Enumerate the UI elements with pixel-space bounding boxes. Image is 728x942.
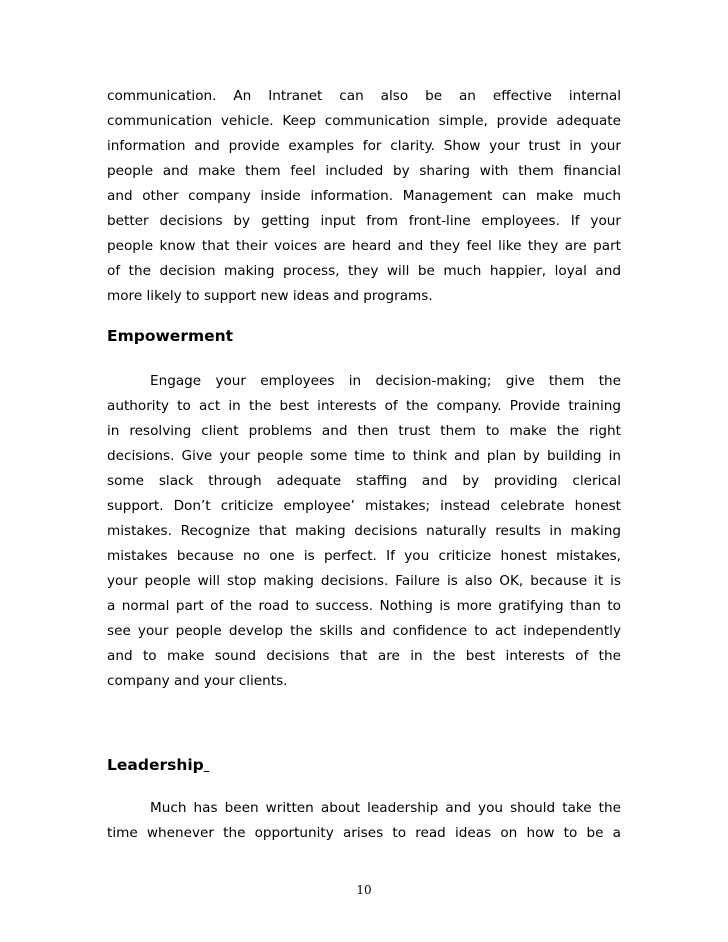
text-line: authority to act in the best interests of the company. Provide training [107,398,621,414]
text-line: and to make sound decisions that are in the best interests of the [107,648,621,664]
text-line: and other company inside information. Management can make much [107,188,621,204]
text-line: mistakes. Recognize that making decisions naturally results in making [107,523,621,539]
text-line: some slack through adequate staffing and by providing clerical [107,473,621,489]
text-line: information and provide examples for clarity. Show your trust in your [107,138,621,154]
page-number: 10 [356,883,372,897]
text-line: a normal part of the road to success. Nothing is more gratifying than to [107,598,621,614]
text-line: people know that their voices are heard and they feel like they are part [107,238,621,254]
text-line: time whenever the opportunity arises to read ideas on how to be a [107,825,621,841]
leadership-paragraph [107,796,621,846]
heading-text: Leadership [107,756,204,774]
text-line: of the decision making process, they will be much happier, loyal and [107,263,621,279]
text-line: your people will stop making decisions. Failure is also OK, because it is [107,573,621,589]
text-line: communication. An Intranet can also be an effective internal [107,88,621,104]
text-line: decisions. Give your people some time to think and plan by building in [107,448,621,464]
text-line: Much has been written about leadership and you should take the [150,800,621,816]
text-line: people and make them feel included by sharing with them financial [107,163,621,179]
text-line: more likely to support new ideas and programs. [107,288,433,304]
section-heading-leadership [107,753,209,777]
intro-paragraph [107,84,621,309]
text-line: Engage your employees in decision-making; give them the [150,373,621,389]
section-heading-empowerment: Empowerment [107,327,234,345]
heading-underline [204,756,209,774]
empowerment-paragraph [107,369,621,694]
text-line: better decisions by getting input from front-line employees. If your [107,213,621,229]
text-line: mistakes because no one is perfect. If you criticize honest mistakes, [107,548,621,564]
text-line: support. Don’t criticize employee’ mistakes; instead celebrate honest [107,498,621,514]
text-line: see your people develop the skills and confidence to act independently [107,623,621,639]
text-line: in resolving client problems and then trust them to make the right [107,423,621,439]
text-line: company and your clients. [107,673,288,689]
text-line: communication vehicle. Keep communication simple, provide adequate [107,113,621,129]
